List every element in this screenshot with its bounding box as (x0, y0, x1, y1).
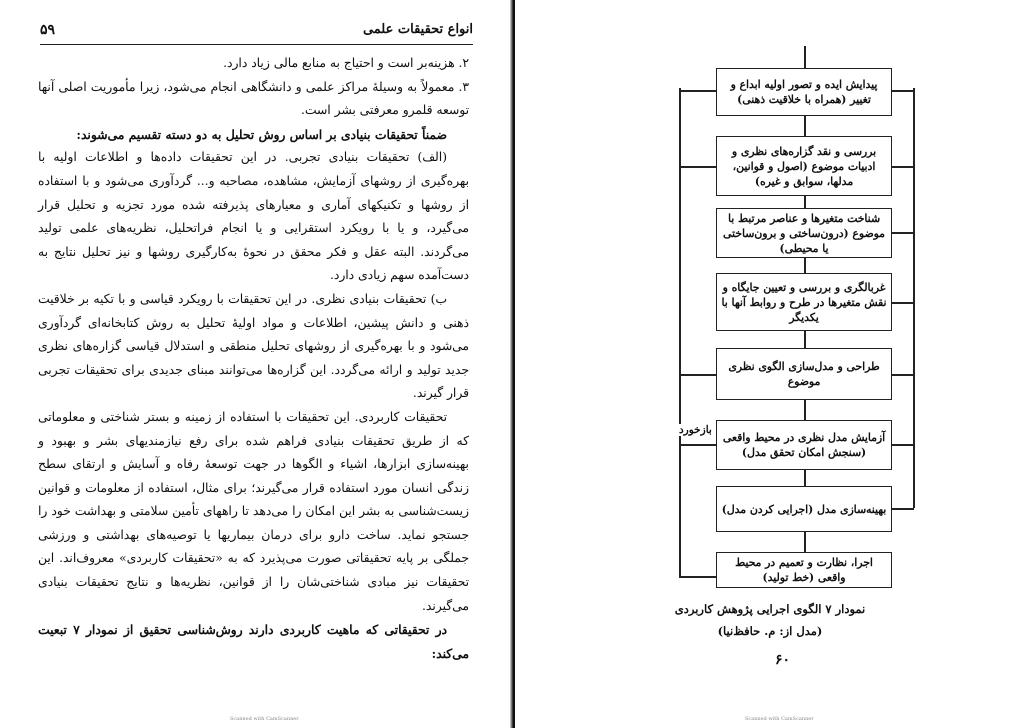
flow-box-4: غربالگری و بررسی و تعیین جایگاه و نقش متغیرها در طرح و روابط آنها با یکدیگر (716, 273, 892, 331)
scanner-footer: Scanned with CamScanner (230, 716, 299, 722)
flow-box-8: اجرا، نظارت و تعمیم در محیط واقعی (خط تولید) (716, 552, 892, 588)
flow-box-1: پیدایش ایده و تصور اولیه ابداع و تغییر (همراه با خلاقیت ذهنی) (716, 68, 892, 116)
paragraph: ب) تحقیقات بنیادی نظری. در این تحقیقات با رویکرد قیاسی و با تکیه بر خلاقیت ذهنی و دانش پیشین، اطلاعات و مواد اولیهٔ تحلیل به روش کتابخانه‌ای گردآوری می‌شود و با بهره‌گیری از روشهای تحلیل منطقی و استدلال قیاسی گزاره‌های نظری جدید تولید و ارائه می‌گردد. این گزاره‌ها می‌توانند مبنای جدیدی برای تحقیقات تجربی قرار گیرند. (38, 291, 469, 401)
body-text (38, 52, 469, 665)
paragraph: (الف) تحقیقات بنیادی تجربی. در این تحقیقات داده‌ها و اطلاعات اولیه با بهره‌گیری از روشهای آزمایش، مشاهده، مصاحبه و... گردآوری می‌شود و با استفاده از روشها و تکنیکهای آماری و معیارهای پذیرفته شده مورد تجزیه و تحلیل قرار می‌گیرد، و یا با رویکرد استقرایی و یا انجام فراتحلیل، نظریه‌های علمی تولید می‌گردند. البته عقل و فکر محقق در نحوهٔ به‌کارگیری روشها و نیز تحلیل نتایج به دست‌آمده سهم زیادی دارد. (38, 150, 469, 283)
paragraph: ۲. هزینه‌بر است و احتیاج به منابع مالی زیاد دارد. (223, 56, 469, 70)
connector-left (679, 90, 716, 92)
connector-right (892, 90, 914, 92)
caption-source: (مدل از: م. حافظ‌نیا) (717, 624, 823, 638)
connector-right (892, 302, 914, 304)
header-page-number: ۵۹ (40, 22, 56, 38)
connector-right (892, 508, 914, 510)
right-page (515, 0, 1026, 728)
scanner-footer: Scanned with CamScanner (745, 716, 814, 722)
flow-box-5: طراحی و مدل‌سازی الگوی نظری موضوع (716, 348, 892, 400)
connector-right (892, 166, 914, 168)
flow-box-3: شناخت متغیرها و عناصر مرتبط با موضوع (درون‌ساختی و برون‌ساختی یا محیطی) (716, 208, 892, 258)
paragraph: ضمناً تحقیقات بنیادی بر اساس روش تحلیل به دو دسته تقسیم می‌شوند: (76, 126, 447, 142)
connector-left (679, 576, 716, 578)
connector-right (892, 232, 914, 234)
paragraph: در تحقیقاتی که ماهیت کاربردی دارند روش‌شناسی تحقیق از نمودار ۷ تبعیت می‌کند: (38, 622, 469, 661)
flow-box-2: بررسی و نقد گزاره‌های نظری و ادبیات موضوع (اصول و قوانین، مدلها، سوابق و غیره) (716, 136, 892, 196)
page-number: ۶۰ (775, 652, 791, 668)
figure-caption (665, 598, 875, 642)
connector-right (892, 374, 914, 376)
flow-box-7: بهینه‌سازی مدل (اجرایی کردن مدل) (716, 486, 892, 532)
caption-title: نمودار ۷ الگوی اجرایی پژوهش کاربردی (674, 602, 866, 616)
connector-right (892, 444, 914, 446)
connector-left (679, 374, 716, 376)
paragraph: ۳. معمولاً به وسیلهٔ مراکز علمی و دانشگاهی انجام می‌شود، زیرا مأموریت اصلی آنها توسعه قلمرو معرفتی بشر است. (38, 79, 469, 118)
paragraph: تحقیقات کاربردی. این تحقیقات با استفاده از زمینه و بستر شناختی و معلوماتی که از طریق تحقیقات بنیادی فراهم شده برای رفع نیازمندیهای بشر و بهبود و بهینه‌سازی ابزارها، اشیاء و الگوها در جهت توسعهٔ رفاه و آسایش و ارتقای سطح زندگی انسان مورد استفاده قرار می‌گیرند؛ برای مثال، استفاده از معلومات و قوانین زیست‌شناسی به بشر این امکان را می‌دهد تا راههای تأمین سلامتی و بهداشت خود را جستجو نماید. ساخت دارو برای درمان بیماریها یا توصیه‌های بهداشتی و ورزشی جملگی بر پایه تحقیقاتی صورت می‌پذیرد که به «تحقیقات کاربردی» معروف‌اند. این تحقیقات نیز مبادی شناختی‌شان را از قوانین، نظریه‌ها و نتایج تحقیقات بنیادی می‌گیرند. (38, 409, 469, 613)
feedback-label: بازخورد (679, 424, 712, 436)
page-header (40, 22, 473, 45)
left-feedback-line (679, 88, 681, 576)
flow-box-6: آزمایش مدل نظری در محیط واقعی (سنجش امکان تحقق مدل) (716, 420, 892, 470)
connector-left (679, 444, 716, 446)
connector-left (679, 166, 716, 168)
header-title: انواع تحقیقات علمی (362, 22, 473, 37)
